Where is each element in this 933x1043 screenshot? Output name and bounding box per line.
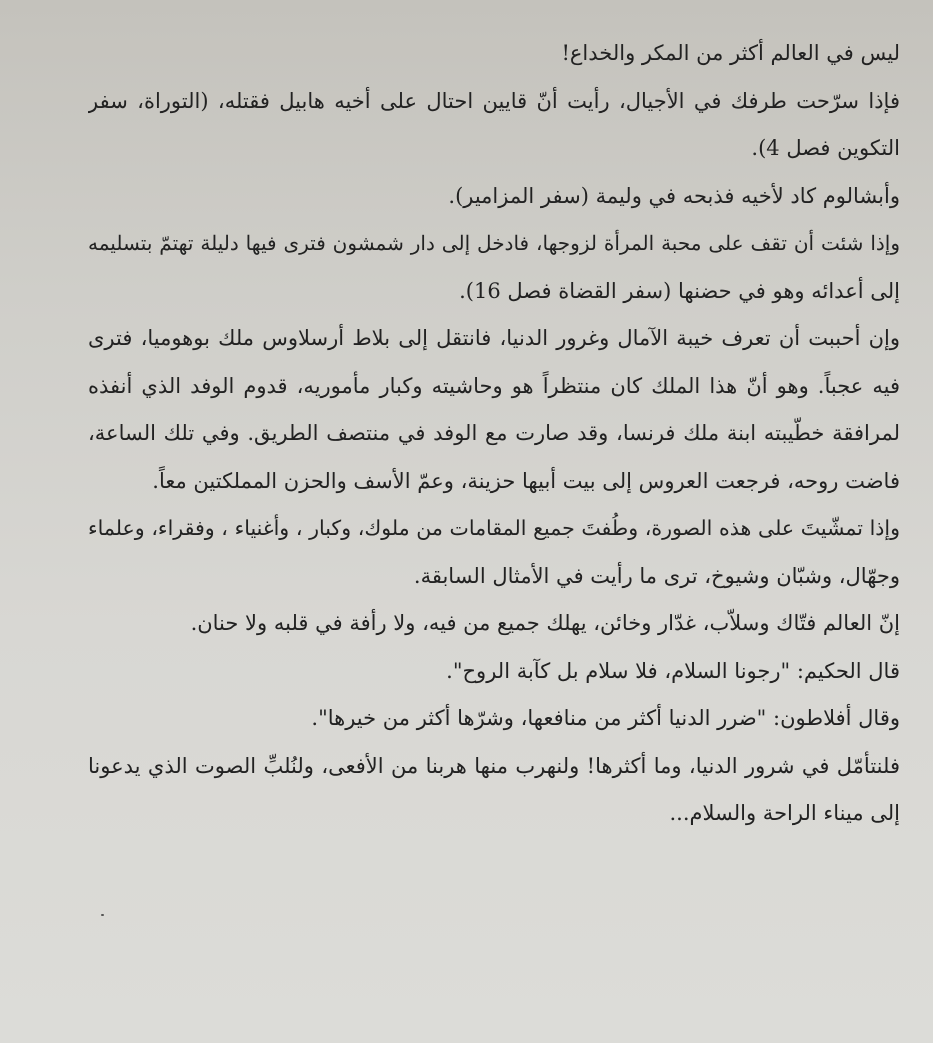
text-line: إلى ميناء الراحة والسلام... <box>669 801 900 825</box>
text-line: وقال أفلاطون: "ضرر الدنيا أكثر من منافعها، وشرّها أكثر من خيرها". <box>311 706 900 730</box>
text-line: وأبشالوم كاد لأخيه فذبحه في وليمة (سفر المزامير). <box>448 183 900 208</box>
text-line: فلنتأمّل في شرور الدنيا، وما أكثرها! ولنهرب منها هربنا من الأفعى، ولنُلبِّ الصوت الذي يدعونا <box>88 753 900 778</box>
text-line: وجهّال، وشبّان وشيوخ، ترى ما رأيت في الأمثال السابقة. <box>413 563 900 588</box>
document-page <box>88 30 900 838</box>
text-line: وإذا تمشّيتَ على هذه الصورة، وطُفتَ جميع المقامات من ملوك، وكبار ، وأغنياء ، وفقراء، وعلماء <box>88 516 900 540</box>
text-line: التكوين فصل 4). <box>751 136 900 160</box>
text-line: لمرافقة خطّيبته ابنة ملك فرنسا، وقد صارت مع الوفد في منتصف الطريق. وفي تلك الساعة، <box>88 421 900 445</box>
text-line: فإذا سرّحت طرفك في الأجيال، رأيت أنّ قايين احتال على أخيه هابيل فقتله، (التوراة، سفر <box>88 88 900 113</box>
text-line: إنّ العالم فتّاك وسلاّب، غدّار وخائن، يهلك جميع من فيه، ولا رأفة في قلبه ولا حنان. <box>190 611 900 635</box>
text-line: وإذا شئت أن تقف على محبة المرأة لزوجها، فادخل إلى دار شمشون فترى فيها دليلة تهتمّ بتسليمه <box>88 231 900 255</box>
text-line: فيه عجباً. وهو أنّ هذا الملك كان منتظراً هو وحاشيته وكبار مأموريه، قدوم الوفد الذي أنفذه <box>88 373 900 398</box>
paper-speck <box>101 914 104 916</box>
text-line: وإن أحببت أن تعرف خيبة الآمال وغرور الدنيا، فانتقل إلى بلاط أرسلاوس ملك بوهوميا، فترى <box>88 326 900 350</box>
text-line: ليس في العالم أكثر من المكر والخداع! <box>561 41 900 65</box>
text-line: قال الحكيم: "رجونا السلام، فلا سلام بل كآبة الروح". <box>446 658 900 683</box>
text-line: فاضت روحه، فرجعت العروس إلى بيت أبيها حزينة، وعمّ الأسف والحزن المملكتين معاً. <box>152 468 900 493</box>
text-line: إلى أعدائه وهو في حضنها (سفر القضاة فصل 16). <box>459 278 900 303</box>
